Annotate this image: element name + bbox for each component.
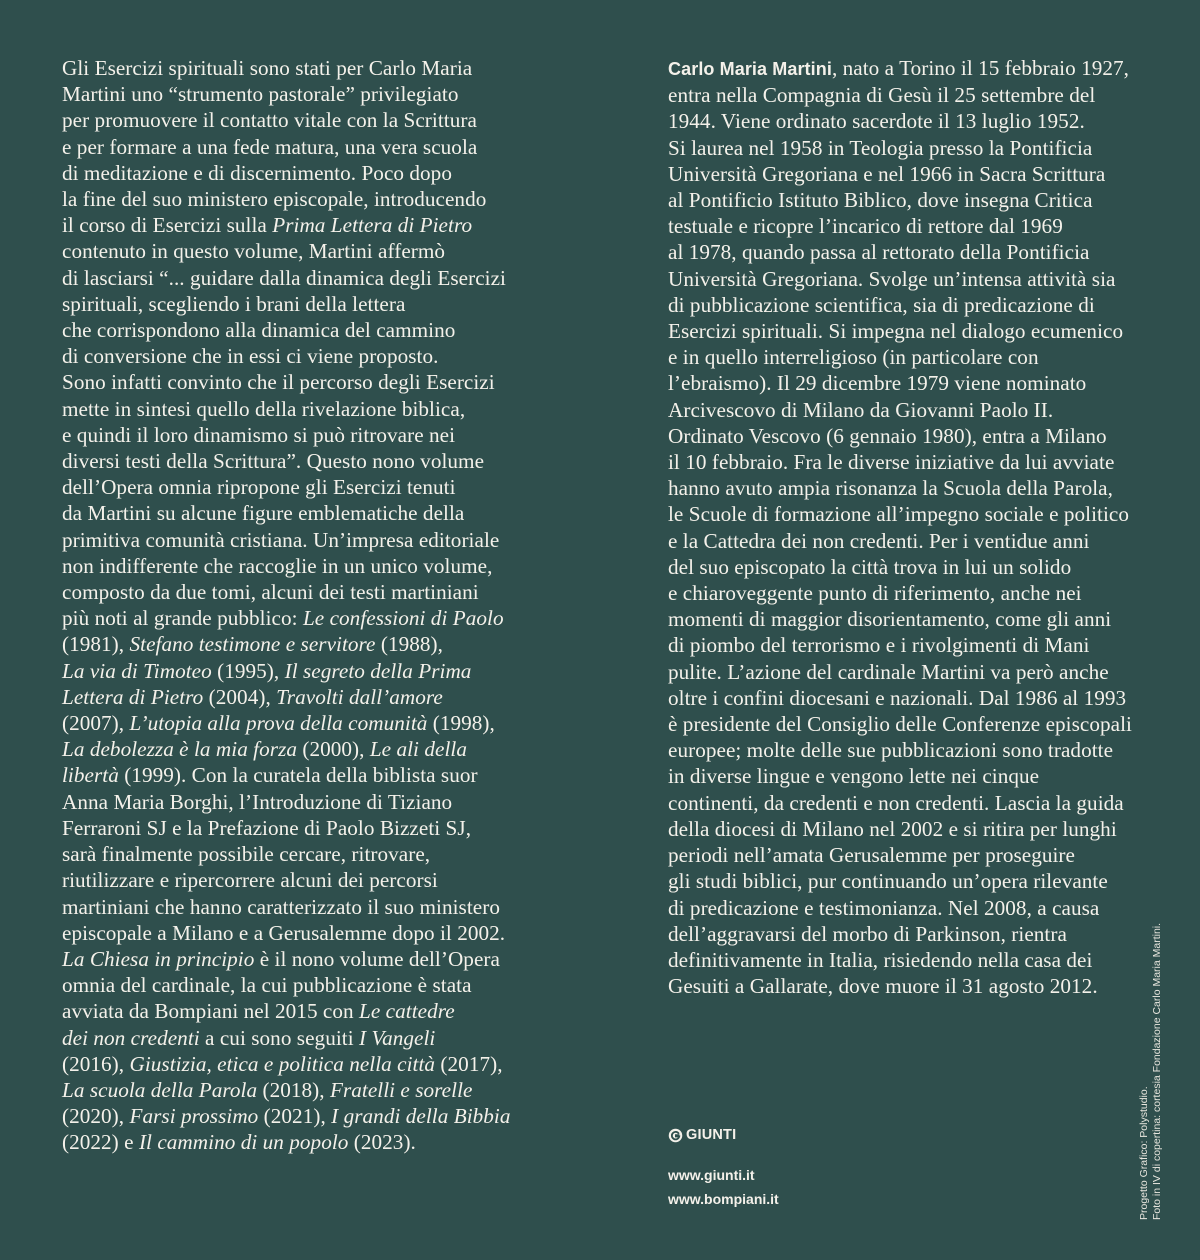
text-segment: di meditazione e di discernimento. Poco dopo	[62, 160, 452, 185]
text-segment: (1995),	[211, 658, 285, 683]
text-segment: (2016),	[62, 1051, 130, 1076]
text-segment: e la Cattedra dei non credenti. Per i ventidue anni	[668, 528, 1090, 553]
text-segment: di predicazione e testimonianza. Nel 2008, a causa	[668, 895, 1100, 920]
text-segment: del suo episcopato la città trova in lui un solido	[668, 554, 1072, 579]
text-line	[62, 1025, 562, 1051]
text-segment: pulite. L’azione del cardinale Martini va però anche	[668, 659, 1109, 684]
text-line	[668, 213, 1136, 239]
text-line	[668, 55, 1136, 82]
text-segment: sarà finalmente possibile cercare, ritrovare,	[62, 842, 431, 867]
text-line	[668, 895, 1136, 921]
text-line	[668, 790, 1136, 816]
text-segment: più noti al grande pubblico:	[62, 606, 303, 631]
text-segment: Esercizi spirituali. Si impegna nel dialogo ecumenico	[668, 319, 1124, 344]
text-line	[62, 998, 562, 1024]
giunti-logo-mark-icon	[668, 1128, 683, 1143]
text-segment: Università Gregoriana e nel 1966 in Sacra Scrittura	[668, 161, 1106, 186]
text-line	[668, 187, 1136, 213]
text-line	[62, 736, 562, 762]
text-line	[62, 579, 562, 605]
text-segment: riutilizzare e ripercorrere alcuni dei percorsi	[62, 868, 438, 893]
text-line	[62, 710, 562, 736]
text-segment: , nato a Torino il 15 febbraio 1927,	[831, 56, 1130, 80]
text-line	[62, 186, 562, 212]
text-line	[668, 266, 1136, 292]
text-line	[668, 161, 1136, 187]
photo-credit: Foto in IV di copertina: cortesia Fondazione Carlo Maria Martini.	[1151, 922, 1163, 1220]
bompiani-url[interactable]: www.bompiani.it	[668, 1191, 779, 1207]
text-segment: da Martini su alcune figure emblematiche della	[62, 501, 465, 526]
text-line	[62, 894, 562, 920]
text-segment: di pubblicazione scientifica, sia di predicazione di	[668, 292, 1095, 317]
text-segment: le Scuole di formazione all’impegno sociale e politico	[668, 502, 1130, 527]
synopsis-text	[62, 55, 562, 1156]
text-segment: il corso di Esercizi sulla	[62, 213, 273, 238]
text-line	[668, 501, 1136, 527]
text-line	[62, 212, 562, 238]
giunti-logo-text: GIUNTI	[686, 1127, 737, 1143]
text-segment: testuale e ricopre l’incarico di rettore dal 1969	[668, 214, 1063, 239]
text-line	[668, 475, 1136, 501]
text-segment: momenti di maggior disorientamento, come gli anni	[668, 607, 1112, 632]
italic-title: Le ali della	[369, 737, 467, 762]
giunti-logo	[668, 1125, 779, 1145]
text-segment: mette in sintesi quello della rivelazione biblica,	[62, 396, 466, 421]
italic-title: Fratelli e sorelle	[329, 1077, 473, 1102]
credits-sidebar	[1138, 890, 1168, 1220]
italic-title: La debolezza è la mia forza	[62, 737, 298, 762]
text-line	[62, 867, 562, 893]
text-line	[62, 317, 562, 343]
author-biography	[668, 55, 1136, 999]
text-segment: al Pontificio Istituto Biblico, dove insegna Critica	[668, 188, 1093, 213]
text-line	[668, 973, 1136, 999]
text-segment: (2021),	[258, 1104, 332, 1129]
text-segment: dell’Opera omnia ripropone gli Esercizi tenuti	[62, 475, 456, 500]
text-line	[62, 343, 562, 369]
text-line	[62, 1051, 562, 1077]
italic-title: Travolti dall’amore	[276, 684, 443, 709]
italic-title: Le confessioni di Paolo	[302, 606, 504, 631]
text-line	[62, 134, 562, 160]
text-segment: Anna Maria Borghi, l’Introduzione di Tiziano	[62, 789, 453, 814]
text-line	[668, 449, 1136, 475]
text-line	[62, 658, 562, 684]
italic-title: La Chiesa in principio	[62, 946, 255, 971]
text-line	[668, 554, 1136, 580]
text-line	[62, 81, 562, 107]
text-line	[668, 685, 1136, 711]
text-segment: a cui sono seguiti	[199, 1025, 359, 1050]
text-segment: per promuovere il contatto vitale con la Scrittura	[62, 108, 477, 133]
text-segment: di conversione che in essi ci viene proposto.	[62, 344, 439, 369]
italic-title: Il cammino di un popolo	[138, 1130, 349, 1155]
text-segment: europee; molte delle sue pubblicazioni sono tradotte	[668, 738, 1114, 763]
text-segment: (1999). Con la curatela della biblista suor	[118, 763, 478, 788]
text-segment: Gesuiti a Gallarate, dove muore il 31 agosto 2012.	[668, 974, 1098, 999]
text-segment: (2022) e	[62, 1130, 139, 1155]
design-credit: Progetto Grafico: Polystudio.	[1138, 1086, 1150, 1220]
text-segment: il 10 febbraio. Fra le diverse iniziative da lui avviate	[668, 450, 1115, 475]
text-segment: di lasciarsi “... guidare dalla dinamica degli Esercizi	[62, 265, 506, 290]
text-line	[668, 292, 1136, 318]
text-segment: (2023).	[348, 1130, 416, 1155]
text-line	[668, 921, 1136, 947]
italic-title: Lettera di Pietro	[62, 684, 204, 709]
italic-title: Il segreto della Prima	[284, 658, 472, 683]
text-segment: Arcivescovo di Milano da Giovanni Paolo II.	[668, 397, 1054, 422]
text-line	[62, 448, 562, 474]
text-segment: non indifferente che raccoglie in un unico volume,	[62, 553, 493, 578]
italic-title: L’utopia alla prova della comunità	[129, 711, 428, 736]
text-line	[668, 344, 1136, 370]
text-segment: primitiva comunità cristiana. Un’impresa editoriale	[62, 527, 500, 552]
text-line	[62, 238, 562, 264]
text-line	[62, 107, 562, 133]
text-line	[62, 500, 562, 526]
italic-title: dei non credenti	[62, 1025, 200, 1050]
italic-title: Le cattedre	[359, 999, 455, 1024]
text-segment: Ordinato Vescovo (6 gennaio 1980), entra a Milano	[668, 423, 1107, 448]
text-segment: avviata da Bompiani nel 2015 con	[62, 999, 360, 1024]
text-segment: continenti, da credenti e non credenti. Lascia la guida	[668, 790, 1124, 815]
text-segment: omnia del cardinale, la cui pubblicazione è stata	[62, 973, 472, 998]
text-line	[62, 265, 562, 291]
text-segment: (1988),	[375, 632, 443, 657]
text-line	[668, 632, 1136, 658]
text-segment: e quindi il loro dinamismo si può ritrovare nei	[62, 422, 456, 447]
text-line	[62, 160, 562, 186]
italic-title: libertà	[62, 763, 119, 788]
text-segment: Si laurea nel 1958 in Teologia presso la Pontificia	[668, 135, 1093, 160]
text-line	[668, 816, 1136, 842]
text-line	[668, 239, 1136, 265]
text-segment: periodi nell’amata Gerusalemme per proseguire	[668, 843, 1075, 868]
text-line	[668, 423, 1136, 449]
text-line	[62, 55, 562, 81]
text-segment: e in quello interreligioso (in particolare con	[668, 345, 1039, 370]
text-line	[62, 1129, 562, 1155]
text-line	[668, 580, 1136, 606]
text-segment: (2020),	[62, 1104, 130, 1129]
text-segment: definitivamente in Italia, risiedendo nella casa dei	[668, 947, 1093, 972]
text-segment: (2000),	[297, 737, 370, 762]
text-segment: martiniani che hanno caratterizzato il suo ministero	[62, 894, 500, 919]
text-segment: (2018),	[257, 1077, 330, 1102]
text-line	[668, 528, 1136, 554]
text-line	[62, 631, 562, 657]
text-line	[668, 318, 1136, 344]
text-line	[62, 291, 562, 317]
text-line	[62, 422, 562, 448]
text-line	[668, 737, 1136, 763]
text-segment: e chiaroveggente punto di riferimento, anche nei	[668, 581, 1082, 606]
text-line	[62, 369, 562, 395]
text-line	[62, 972, 562, 998]
text-line	[62, 841, 562, 867]
text-segment: 1944. Viene ordinato sacerdote il 13 luglio 1952.	[668, 109, 1085, 134]
italic-title: Giustizia, etica e politica nella città	[129, 1051, 436, 1076]
text-line	[668, 947, 1136, 973]
text-line	[62, 474, 562, 500]
italic-title: Prima Lettera di Pietro	[272, 213, 473, 238]
text-segment: dell’aggravarsi del morbo di Parkinson, rientra	[668, 921, 1067, 946]
text-segment: Università Gregoriana. Svolge un’intensa attività sia	[668, 266, 1116, 291]
text-segment: oltre i confini diocesani e nazionali. Dal 1986 al 1993	[668, 685, 1127, 710]
text-segment: diversi testi della Scrittura”. Questo nono volume	[62, 449, 485, 474]
text-segment: è il nono volume dell’Opera	[254, 946, 500, 971]
text-line	[668, 108, 1136, 134]
italic-title: La via di Timoteo	[62, 658, 212, 683]
publisher-block	[668, 1125, 779, 1211]
text-segment: (2004),	[203, 684, 277, 709]
text-line	[62, 553, 562, 579]
text-segment: di piombo del terrorismo e i rivolgimenti di Mani	[668, 633, 1090, 658]
text-segment: gli studi biblici, pur continuando un’opera rilevante	[668, 869, 1108, 894]
text-segment: al 1978, quando passa al rettorato della Pontificia	[668, 240, 1090, 265]
text-line	[668, 842, 1136, 868]
text-line	[668, 397, 1136, 423]
text-segment: e per formare a una fede matura, una vera scuola	[62, 134, 478, 159]
text-line	[62, 1077, 562, 1103]
text-segment: hanno avuto ampia risonanza la Scuola della Parola,	[668, 476, 1113, 501]
text-line	[668, 135, 1136, 161]
text-segment: Ferraroni SJ e la Prefazione di Paolo Bizzeti SJ,	[62, 815, 472, 840]
text-segment: della diocesi di Milano nel 2002 e si ritira per lunghi	[668, 816, 1117, 841]
text-line	[62, 762, 562, 788]
text-segment: composto da due tomi, alcuni dei testi martiniani	[62, 580, 479, 605]
italic-title: La scuola della Parola	[62, 1077, 258, 1102]
text-segment: che corrispondono alla dinamica del cammino	[62, 318, 456, 343]
text-line	[668, 763, 1136, 789]
text-segment: contenuto in questo volume, Martini affermò	[62, 239, 446, 264]
text-segment: Martini uno “strumento pastorale” privilegiato	[62, 82, 459, 107]
text-line	[62, 789, 562, 815]
text-line	[62, 1103, 562, 1129]
text-line	[62, 946, 562, 972]
text-line	[62, 527, 562, 553]
text-line	[62, 815, 562, 841]
text-segment: (2017),	[435, 1051, 503, 1076]
author-name: Carlo Maria Martini	[668, 59, 832, 79]
text-line	[668, 82, 1136, 108]
text-segment: è presidente del Consiglio delle Conferenze episcopali	[668, 712, 1132, 737]
text-line	[62, 396, 562, 422]
giunti-url[interactable]: www.giunti.it	[668, 1167, 755, 1183]
text-segment: Sono infatti convinto che il percorso degli Esercizi	[62, 370, 495, 395]
text-segment: (1981),	[62, 632, 130, 657]
italic-title: I Vangeli	[359, 1025, 436, 1050]
text-line	[668, 659, 1136, 685]
text-segment: l’ebraismo). Il 29 dicembre 1979 viene nominato	[668, 371, 1087, 396]
text-line	[62, 605, 562, 631]
text-line	[668, 868, 1136, 894]
italic-title: I grandi della Bibbia	[331, 1104, 511, 1129]
text-segment: la fine del suo ministero episcopale, introducendo	[62, 187, 487, 212]
text-segment: episcopale a Milano e a Gerusalemme dopo il 2002.	[62, 920, 506, 945]
text-segment: spirituali, scegliendo i brani della lettera	[62, 291, 406, 316]
text-line	[668, 711, 1136, 737]
text-line	[62, 920, 562, 946]
text-line	[62, 684, 562, 710]
text-segment: Gli Esercizi spirituali sono stati per Carlo Maria	[62, 56, 473, 80]
text-segment: (2007),	[62, 711, 130, 736]
text-line	[668, 606, 1136, 632]
text-segment: entra nella Compagnia di Gesù il 25 settembre del	[668, 83, 1096, 108]
text-line	[668, 370, 1136, 396]
italic-title: Stefano testimone e servitore	[129, 632, 376, 657]
text-segment: (1998),	[427, 711, 495, 736]
text-segment: in diverse lingue e vengono lette nei cinque	[668, 764, 1040, 789]
italic-title: Farsi prossimo	[129, 1104, 259, 1129]
